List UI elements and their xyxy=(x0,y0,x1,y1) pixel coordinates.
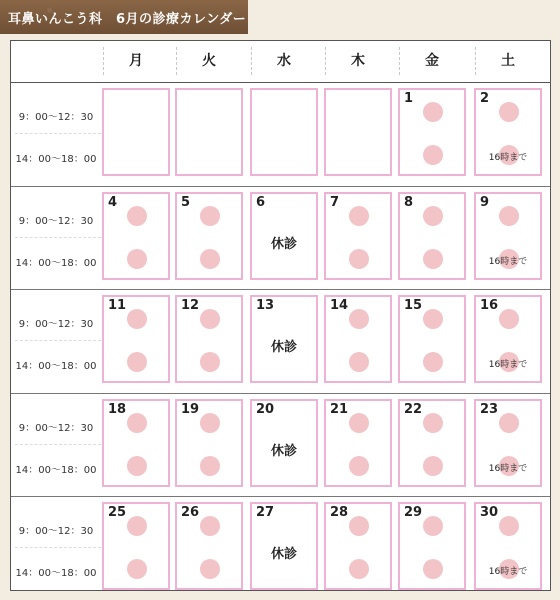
time-slot-divider xyxy=(15,340,101,341)
morning-open-dot xyxy=(200,516,220,536)
date-number: 18 xyxy=(108,401,127,417)
morning-open-dot xyxy=(423,309,443,329)
afternoon-open-dot xyxy=(349,352,369,372)
calendar-day-cell xyxy=(324,192,392,280)
morning-open-dot xyxy=(423,413,443,433)
morning-open-dot xyxy=(200,206,220,226)
date-number: 7 xyxy=(330,194,340,210)
afternoon-open-dot xyxy=(200,249,220,269)
weekday-header-wed: 水 xyxy=(277,53,291,69)
morning-open-dot xyxy=(499,309,519,329)
weekday-header-sat: 土 xyxy=(501,53,515,69)
closed-label: 休診 xyxy=(270,236,297,252)
week-separator xyxy=(11,393,550,394)
afternoon-open-dot xyxy=(423,145,443,165)
time-slot-afternoon-label: 14：00〜18：00 xyxy=(15,568,97,579)
calendar-day-cell xyxy=(474,88,542,176)
calendar-day-cell xyxy=(102,502,170,590)
time-slot-divider xyxy=(15,133,101,134)
afternoon-open-dot xyxy=(127,352,147,372)
calendar-day-cell xyxy=(324,88,392,176)
date-number: 16 xyxy=(480,298,499,313)
calendar-day-cell xyxy=(250,295,318,383)
time-slot-divider xyxy=(15,237,101,238)
morning-open-dot xyxy=(200,309,220,329)
time-slot-divider xyxy=(15,547,101,548)
closed-label: 休診 xyxy=(270,547,297,562)
morning-open-dot xyxy=(349,413,369,433)
calendar-day-cell xyxy=(250,399,318,487)
afternoon-open-dot xyxy=(127,559,147,579)
calendar-day-cell xyxy=(175,502,243,590)
afternoon-open-dot xyxy=(423,456,443,476)
weekday-header-row xyxy=(11,41,550,83)
page-title: 耳鼻いんこう科 6月の診療カレンダー xyxy=(8,12,247,27)
morning-open-dot xyxy=(349,516,369,536)
hours-note: 16時まで xyxy=(488,256,528,267)
morning-open-dot xyxy=(127,309,147,329)
date-number: 27 xyxy=(256,505,275,520)
date-number: 21 xyxy=(330,401,349,417)
afternoon-open-dot xyxy=(200,456,220,476)
calendar-day-cell xyxy=(250,502,318,590)
calendar-day-cell xyxy=(324,399,392,487)
date-number: 25 xyxy=(108,505,127,520)
morning-open-dot xyxy=(499,413,519,433)
time-slot-morning-label: 9：00〜12：30 xyxy=(18,422,94,434)
calendar-day-cell xyxy=(324,502,392,590)
calendar-day-cell xyxy=(474,502,542,590)
afternoon-open-dot xyxy=(349,559,369,579)
afternoon-open-dot xyxy=(423,559,443,579)
weekday-header-thu: 木 xyxy=(351,53,365,69)
morning-open-dot xyxy=(127,206,147,226)
date-number: 26 xyxy=(181,505,200,520)
date-number: 13 xyxy=(256,298,275,313)
weekday-header-mon: 月 xyxy=(129,53,143,69)
calendar-day-cell xyxy=(474,399,542,487)
calendar-day-cell xyxy=(474,192,542,280)
morning-open-dot xyxy=(499,102,519,122)
date-number: 1 xyxy=(404,91,414,106)
closed-label: 休診 xyxy=(270,340,297,355)
date-number: 8 xyxy=(404,194,414,210)
calendar-day-cell xyxy=(398,399,466,487)
hours-note: 16時まで xyxy=(488,153,528,163)
date-number: 4 xyxy=(108,194,118,210)
date-number: 28 xyxy=(330,505,349,520)
time-slot-afternoon-label: 14：00〜18：00 xyxy=(15,361,97,372)
morning-open-dot xyxy=(127,413,147,433)
date-number: 12 xyxy=(181,298,200,313)
date-number: 22 xyxy=(404,401,423,417)
afternoon-open-dot xyxy=(423,249,443,269)
calendar-day-cell xyxy=(250,88,318,176)
morning-open-dot xyxy=(423,516,443,536)
time-slot-morning-label: 9：00〜12：30 xyxy=(18,215,94,227)
date-number: 2 xyxy=(480,91,490,106)
week-separator xyxy=(11,186,550,187)
time-slot-morning-label: 9：00〜12：30 xyxy=(18,319,94,330)
calendar-day-cell xyxy=(102,295,170,383)
date-number: 6 xyxy=(256,194,266,210)
calendar-day-cell xyxy=(398,295,466,383)
date-number: 15 xyxy=(404,298,423,313)
calendar-day-cell xyxy=(398,192,466,280)
calendar-day-cell xyxy=(175,192,243,280)
afternoon-open-dot xyxy=(127,456,147,476)
hours-note: 16時まで xyxy=(488,360,528,370)
closed-label: 休診 xyxy=(270,443,297,459)
morning-open-dot xyxy=(127,516,147,536)
weekday-header-tue: 火 xyxy=(202,53,216,69)
hours-note: 16時まで xyxy=(488,567,528,577)
afternoon-open-dot xyxy=(200,352,220,372)
calendar-day-cell xyxy=(398,502,466,590)
afternoon-open-dot xyxy=(349,456,369,476)
afternoon-open-dot xyxy=(423,352,443,372)
date-number: 14 xyxy=(330,298,349,313)
morning-open-dot xyxy=(423,206,443,226)
date-number: 5 xyxy=(181,194,191,210)
calendar-day-cell xyxy=(474,295,542,383)
date-number: 30 xyxy=(480,505,499,520)
calendar-day-cell xyxy=(250,192,318,280)
time-slot-afternoon-label: 14：00〜18：00 xyxy=(15,154,97,165)
date-number: 20 xyxy=(256,401,275,417)
calendar-day-cell xyxy=(398,88,466,176)
calendar-day-cell xyxy=(102,88,170,176)
week-separator xyxy=(11,289,550,290)
morning-open-dot xyxy=(499,516,519,536)
calendar-day-cell xyxy=(175,399,243,487)
morning-open-dot xyxy=(499,206,519,226)
morning-open-dot xyxy=(200,413,220,433)
time-slot-divider xyxy=(15,444,101,445)
time-slot-afternoon-label: 14：00〜18：00 xyxy=(15,464,97,476)
calendar-day-cell xyxy=(175,295,243,383)
calendar-day-cell xyxy=(102,399,170,487)
calendar-day-cell xyxy=(102,192,170,280)
time-slot-morning-label: 9：00〜12：30 xyxy=(18,526,94,537)
calendar-day-cell xyxy=(175,88,243,176)
afternoon-open-dot xyxy=(127,249,147,269)
morning-open-dot xyxy=(423,102,443,122)
date-number: 23 xyxy=(480,401,499,417)
clinic-calendar xyxy=(10,40,551,591)
afternoon-open-dot xyxy=(349,249,369,269)
hours-note: 16時まで xyxy=(488,463,528,474)
calendar-day-cell xyxy=(324,295,392,383)
week-separator xyxy=(11,496,550,497)
time-slot-morning-label: 9：00〜12：30 xyxy=(18,112,94,123)
date-number: 19 xyxy=(181,401,200,417)
afternoon-open-dot xyxy=(200,559,220,579)
time-slot-afternoon-label: 14：00〜18：00 xyxy=(15,257,97,269)
morning-open-dot xyxy=(349,309,369,329)
title-bar xyxy=(0,0,248,34)
date-number: 9 xyxy=(480,194,490,210)
weekday-header-fri: 金 xyxy=(425,53,439,69)
date-number: 29 xyxy=(404,505,423,520)
morning-open-dot xyxy=(349,206,369,226)
date-number: 11 xyxy=(108,298,127,313)
